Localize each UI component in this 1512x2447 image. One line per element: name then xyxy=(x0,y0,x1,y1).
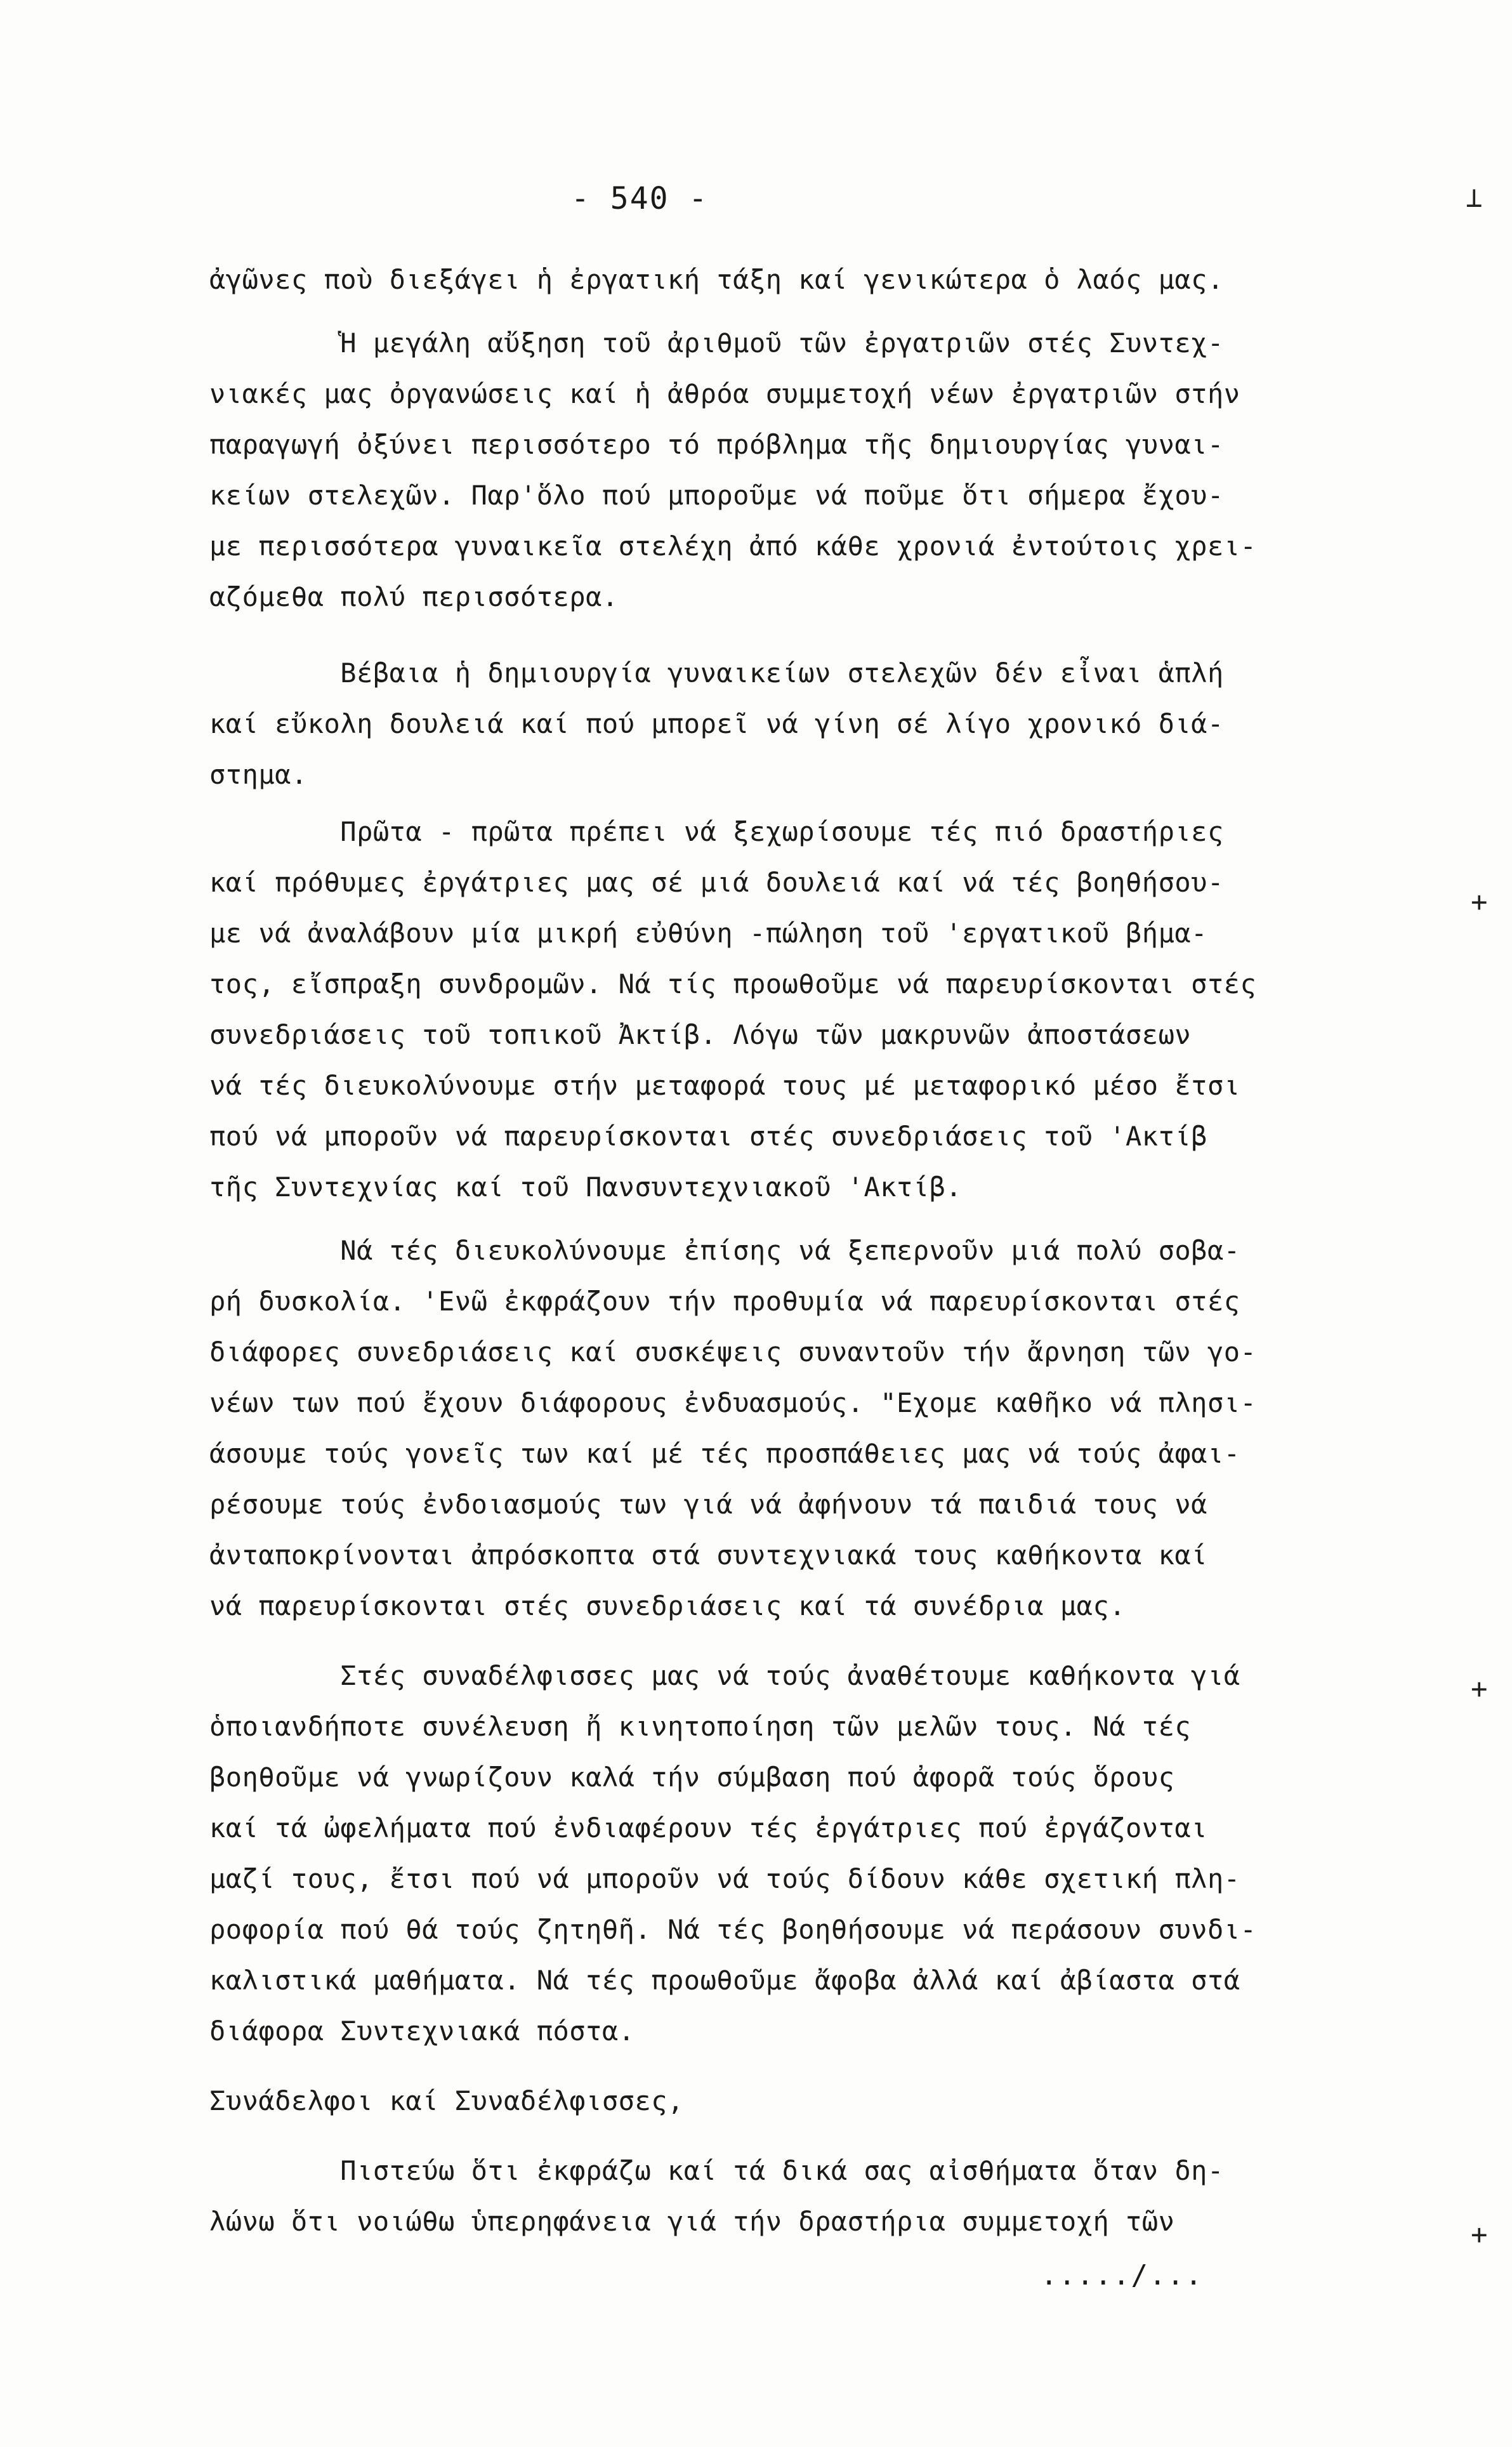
salutation: Συνάδελφοι καί Συναδέλφισσες, xyxy=(209,2085,684,2116)
registration-mark-right-3: + xyxy=(1471,2219,1488,2251)
text-line: ἀγῶνες ποὺ διεξάγει ἡ ἐργατική τάξη καί γενικώτερα ὁ λαός μας. xyxy=(209,264,1224,295)
text-line: τῆς Συντεχνίας καί τοῦ Πανσυντεχνιακοῦ 'Ακτίβ. xyxy=(209,1171,963,1203)
text-line: ὁποιανδήποτε συνέλευση ἤ κινητοποίηση τῶν μελῶν τους. Νά τές xyxy=(209,1711,1192,1742)
text-line: ρή δυσκολία. 'Ενῶ ἐκφράζουν τήν προθυμία νά παρευρίσκονται στές xyxy=(209,1286,1240,1317)
text-line: Στές συναδέλφισσες μας νά τούς ἀναθέτουμε καθήκοντα γιά xyxy=(209,1660,1240,1691)
text-line: ρέσουμε τούς ἐνδοιασμούς των γιά νά ἀφήνουν τά παιδιά τους νά xyxy=(209,1489,1207,1520)
text-line: ροφορία πού θά τούς ζητηθῆ. Νά τές βοηθήσουμε νά περάσουν συνδι- xyxy=(209,1914,1257,1945)
text-line: τος, εἴσπραξη συνδρομῶν. Νά τίς προωθοῦμε νά παρευρίσκονται στές xyxy=(209,968,1257,999)
text-line: Πιστεύω ὅτι ἐκφράζω καί τά δικά σας αἰσθήματα ὅταν δη- xyxy=(209,2155,1224,2186)
text-line: διάφορα Συντεχνιακά πόστα. xyxy=(209,2015,635,2047)
registration-mark-right-1: + xyxy=(1471,886,1488,918)
text-line: στημα. xyxy=(209,759,308,790)
registration-mark-right-2: + xyxy=(1471,1673,1488,1705)
registration-mark-top-right: ⊥ xyxy=(1466,181,1483,214)
text-line: κείων στελεχῶν. Παρ'ὅλο πού μποροῦμε νά ποῦμε ὅτι σήμερα ἔχου- xyxy=(209,480,1224,511)
text-line: καί εὔκολη δουλειά καί πού μπορεῖ νά γίνη σέ λίγο χρονικό διά- xyxy=(209,708,1224,739)
continuation-marker: ...../... xyxy=(1041,2259,1204,2292)
text-line: άσουμε τούς γονεῖς των καί μέ τές προσπάθειες μας νά τούς ἀφαι- xyxy=(209,1438,1240,1469)
text-line: Νά τές διευκολύνουμε ἐπίσης νά ξεπερνοῦν μιά πολύ σοβα- xyxy=(209,1235,1240,1266)
text-line: νιακές μας ὀργανώσεις καί ἡ ἀθρόα συμμετοχή νέων ἐργατριῶν στήν xyxy=(209,378,1240,409)
text-line: Πρῶτα - πρῶτα πρέπει νά ξεχωρίσουμε τές πιό δραστήριες xyxy=(209,816,1224,847)
text-line: νά τές διευκολύνουμε στήν μεταφορά τους μέ μεταφορικό μέσο ἔτσι xyxy=(209,1070,1240,1101)
text-line: βοηθοῦμε νά γνωρίζουν καλά τήν σύμβαση πού ἀφορᾶ τούς ὅρους xyxy=(209,1762,1175,1793)
text-line: νά παρευρίσκονται στές συνεδριάσεις καί τά συνέδρια μας. xyxy=(209,1590,1126,1621)
text-line: Βέβαια ἡ δημιουργία γυναικείων στελεχῶν δέν εἶναι ἁπλή xyxy=(209,657,1224,689)
text-line: πού νά μποροῦν νά παρευρίσκονται στές συνεδριάσεις τοῦ 'Ακτίβ xyxy=(209,1121,1207,1152)
text-line: ἀνταποκρίνονται ἀπρόσκοπτα στά συντεχνιακά τους καθήκοντα καί xyxy=(209,1540,1207,1571)
text-line: διάφορες συνεδριάσεις καί συσκέψεις συναντοῦν τήν ἄρνηση τῶν γο- xyxy=(209,1336,1257,1368)
text-line: μαζί τους, ἔτσι πού νά μποροῦν νά τούς δίδουν κάθε σχετική πλη- xyxy=(209,1863,1240,1894)
text-line: με περισσότερα γυναικεῖα στελέχη ἀπό κάθε χρονιά ἐντούτοις χρει- xyxy=(209,531,1257,562)
text-line: καί τά ὠφελήματα πού ἐνδιαφέρουν τές ἐργάτριες πού ἐργάζονται xyxy=(209,1812,1207,1843)
text-line: νέων των πού ἔχουν διάφορους ἐνδυασμούς. "Εχομε καθῆκο νά πλησι- xyxy=(209,1387,1257,1418)
text-line: Ἡ μεγάλη αὔξηση τοῦ ἀριθμοῦ τῶν ἐργατριῶν στές Συντεχ- xyxy=(209,327,1224,359)
text-line: παραγωγή ὀξύνει περισσότερο τό πρόβλημα τῆς δημιουργίας γυναι- xyxy=(209,429,1224,460)
text-line: με νά ἀναλάβουν μία μικρή εὐθύνη -πώληση τοῦ 'εργατικοῦ βήμα- xyxy=(209,918,1207,949)
text-line: καλιστικά μαθήματα. Νά τές προωθοῦμε ἄφοβα ἀλλά καί ἀβίαστα στά xyxy=(209,1965,1240,1996)
text-line: λώνω ὅτι νοιώθω ὑπερηφάνεια γιά τήν δραστήρια συμμετοχή τῶν xyxy=(209,2206,1175,2237)
text-line: συνεδριάσεις τοῦ τοπικοῦ Ἀκτίβ. Λόγω τῶν μακρυνῶν ἀποστάσεων xyxy=(209,1019,1192,1050)
text-line: αζόμεθα πολύ περισσότερα. xyxy=(209,581,619,612)
text-line: καί πρόθυμες ἐργάτριες μας σέ μιά δουλειά καί νά τές βοηθήσου- xyxy=(209,867,1224,898)
page-number: - 540 - xyxy=(571,181,709,216)
